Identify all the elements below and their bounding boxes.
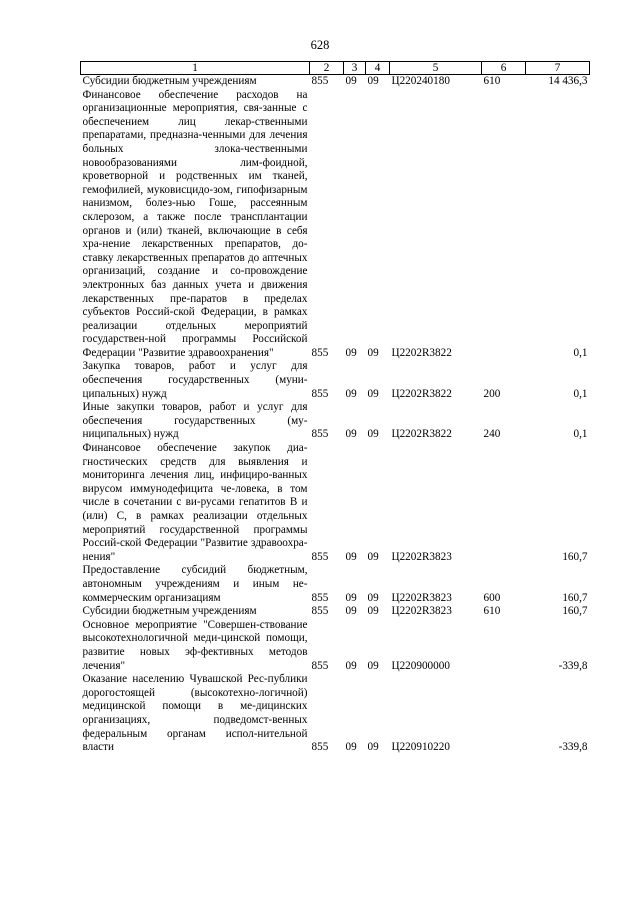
row-section-code: 09 [345, 346, 357, 359]
row-target-article: Ц220240180 [391, 75, 450, 87]
header-cell-4: 4 [366, 62, 390, 75]
table-row [81, 442, 590, 564]
row-expense-type: 240 [483, 428, 501, 441]
row-amount: 0,1 [573, 428, 588, 441]
row-section-code: 09 [345, 75, 357, 87]
row-amount: 0,1 [573, 387, 588, 400]
row-target-article: Ц220910220 [391, 741, 450, 754]
row-target-article: Ц2202R3822 [391, 387, 452, 400]
row-name: Финансовое обеспечение расходов на организационные мероприятия, свя-занные с обеспечением лиц лекар-ственными препаратами, предназна-ченными для лечения больных злока-чественными новообразованиями лим-фоидной, кроветворной и родственных им тканей, гемофилией, муковисцидо-зом, гипофизарным нанизмом, болез-нью Гоше, рассеянным склерозом, а также после трансплантации органов и (или) тканей, включающие в себя хра-нение лекарственных препаратов, до-ставку лекарственных препаратов до аптечных организаций, создание и со-провождение электронных баз данных учета и движения лекарственных пре-паратов в пределах субъектов Россий-ской Федерации, в рамках реализации отдельных мероприятий государствен-ной программы Российской Федерации "Развитие здравоохранения" [82, 88, 308, 359]
row-ministry-code: 855 [311, 346, 329, 359]
row-ministry-code: 855 [311, 428, 329, 441]
header-cell-3: 3 [344, 62, 366, 75]
header-cell-5: 5 [390, 62, 482, 75]
row-subsection-code: 09 [367, 75, 379, 87]
row-subsection-code: 09 [367, 741, 379, 754]
row-expense-type [482, 442, 526, 564]
table-body [81, 75, 590, 755]
row-subsection-code: 09 [367, 346, 379, 359]
row-expense-type [482, 89, 526, 361]
row-ministry-code: 855 [311, 387, 329, 400]
row-subsection-code: 09 [367, 659, 379, 672]
header-cell-1: 1 [81, 62, 310, 75]
table-row [81, 673, 590, 755]
table-row [81, 564, 590, 605]
table-header-row [81, 62, 590, 75]
row-amount: 160,7 [562, 550, 588, 563]
header-cell-6: 6 [482, 62, 526, 75]
row-ministry-code: 855 [311, 659, 329, 672]
table-row [81, 605, 590, 619]
row-section-code: 09 [345, 659, 357, 672]
row-ministry-code: 855 [311, 550, 329, 563]
row-subsection-code: 09 [367, 428, 379, 441]
row-ministry-code: 855 [311, 591, 329, 604]
row-target-article: Ц220900000 [391, 659, 450, 672]
row-section-code: 09 [345, 741, 357, 754]
row-expense-type: 610 [483, 605, 501, 618]
row-section-code: 09 [345, 605, 357, 618]
row-expense-type [482, 673, 526, 755]
row-amount: 160,7 [562, 591, 588, 604]
row-target-article: Ц2202R3822 [391, 346, 452, 359]
budget-table [80, 61, 590, 755]
row-amount: 0,1 [573, 346, 588, 359]
row-expense-type: 600 [483, 591, 501, 604]
row-ministry-code: 855 [311, 605, 329, 618]
row-target-article: Ц2202R3823 [391, 591, 452, 604]
row-expense-type: 610 [483, 75, 501, 87]
table-row [81, 401, 590, 442]
row-target-article: Ц2202R3823 [391, 550, 452, 563]
header-cell-2: 2 [310, 62, 344, 75]
row-subsection-code: 09 [367, 605, 379, 618]
row-section-code: 09 [345, 550, 357, 563]
table-row [81, 360, 590, 401]
row-name: Оказание населению Чувашской Рес-публики дорогостоящей (высокотехно-логичной) медицинской помощи в ме-дицинских организациях, подведомст-венных федеральным органам испол-нительной власти [82, 673, 308, 754]
row-section-code: 09 [345, 591, 357, 604]
row-target-article: Ц2202R3823 [391, 605, 452, 618]
header-cell-7: 7 [526, 62, 590, 75]
row-subsection-code: 09 [367, 387, 379, 400]
row-section-code: 09 [345, 428, 357, 441]
row-target-article: Ц2202R3822 [391, 428, 452, 441]
row-name: Субсидии бюджетным учреждениям [82, 605, 257, 618]
row-name: Иные закупки товаров, работ и услуг для обеспечения государственных (му-ниципальных) нужд [82, 401, 308, 441]
table-row [81, 619, 590, 673]
row-name: Предоставление субсидий бюджетным, автономным учреждениям и иным не-коммерческим организациям [82, 564, 308, 604]
row-amount: -339,8 [558, 659, 588, 672]
row-ministry-code: 855 [311, 741, 329, 754]
row-name: Субсидии бюджетным учреждениям [82, 75, 257, 87]
table-row [81, 75, 590, 89]
row-ministry-code: 855 [311, 75, 329, 87]
row-section-code: 09 [345, 387, 357, 400]
row-subsection-code: 09 [367, 550, 379, 563]
row-expense-type [482, 619, 526, 673]
row-name: Закупка товаров, работ и услуг для обеспечения государственных (муни-ципальных) нужд [82, 360, 308, 400]
row-subsection-code: 09 [367, 591, 379, 604]
row-amount: -339,8 [558, 741, 588, 754]
row-name: Финансовое обеспечение закупок диа-гностических средств для выявления и мониторинга лечения лиц, инфициро-ванных вирусом иммунодефицита че-ловека, в том числе в сочетании с ви-русами гепатитов B и (или) C, в рамках реализации отдельных мероприятий государственной программы Россий-ской Федерации "Развитие здравоохра-нения" [82, 442, 308, 563]
page-number: 628 [310, 38, 330, 52]
row-name: Основное мероприятие "Совершен-ствование высокотехнологичной меди-цинской помощи, развитие новых эф-фективных методов лечения" [82, 618, 308, 672]
table-row [81, 89, 590, 361]
row-expense-type: 200 [483, 387, 501, 400]
row-amount: 160,7 [562, 605, 588, 618]
row-amount: 14 436,3 [548, 75, 588, 87]
